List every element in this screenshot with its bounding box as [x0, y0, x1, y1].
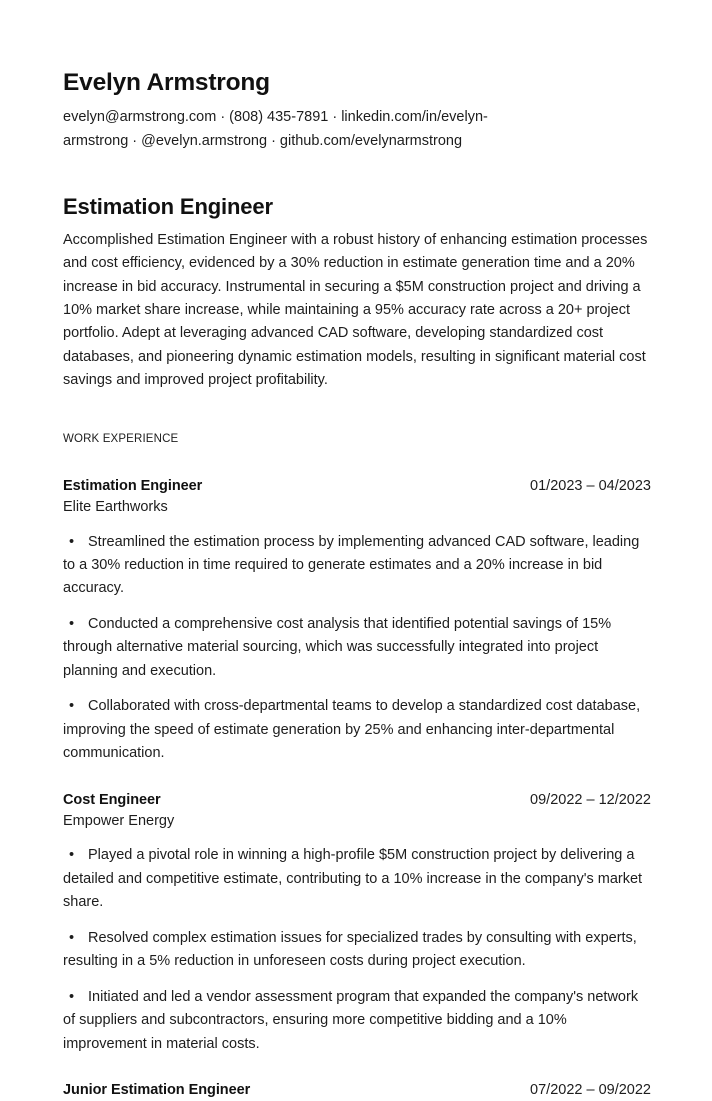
list-item — [63, 844, 651, 914]
profile-headline: Estimation Engineer — [63, 194, 273, 220]
job-bullets — [63, 844, 651, 1056]
contact-item[interactable]: linkedin.com/in/evelyn-armstrong — [63, 109, 488, 149]
job-dates: 09/2022 – 12/2022 — [530, 791, 651, 808]
bullet-marker: • — [69, 847, 75, 864]
job-entry — [63, 445, 651, 766]
profile-summary: Accomplished Estimation Engineer with a robust history of enhancing estimation processes and cost efficiency, evidenced by a 30% reduction in estimate generation time and a 20% increase in bid accuracy. Instrumental in securing a $5M construction project and driving a 10% market share increase, while maintaining a 95% accuracy rate across a 20+ project portfolio. Adept at leveraging advanced CAD software, developing standardized cost databases, and pioneering dynamic estimation models, resulting in significant material cost savings and improved project profitability. — [63, 231, 648, 389]
bullet-marker: • — [69, 988, 75, 1005]
bullet-marker: • — [69, 698, 75, 715]
bullet-text: Conducted a comprehensive cost analysis that identified potential savings of 15% through alternative material sourcing, which was successfully integrated into project planning and execution. — [63, 615, 612, 679]
job-title: Estimation Engineer — [63, 477, 203, 494]
contact-separator: · — [132, 132, 138, 149]
candidate-name: Evelyn Armstrong — [63, 69, 270, 96]
bullet-marker: • — [69, 615, 75, 632]
bullet-text: Streamlined the estimation process by implementing advanced CAD software, leading to a 30% reduction in time required to generate estimates and a 20% increase in bid accuracy. — [63, 533, 640, 597]
job-header — [63, 477, 651, 497]
contact-separator: · — [271, 132, 276, 149]
contact-item[interactable]: @evelyn.armstrong — [141, 132, 268, 149]
job-dates: 01/2023 – 04/2023 — [530, 477, 651, 494]
contact-item[interactable]: (808) 435-7891 — [229, 109, 329, 126]
contact-separator: · — [220, 109, 226, 126]
job-dates: 07/2022 – 09/2022 — [530, 1082, 651, 1099]
contact-separator: · — [332, 109, 338, 126]
job-bullets — [63, 531, 651, 766]
job-company: Elite Earthworks — [63, 499, 168, 516]
job-title: Cost Engineer — [63, 791, 161, 808]
job-entry — [63, 1056, 651, 1101]
contact-item[interactable]: evelyn@armstrong.com — [63, 109, 217, 126]
bullet-text: Played a pivotal role in winning a high-profile $5M construction project by delivering a detailed and competitive estimate, contributing to a 10% increase in the company's market share. — [63, 847, 643, 911]
job-company: Empower Energy — [63, 813, 175, 830]
work-experience-list — [63, 445, 651, 1101]
job-header — [63, 791, 651, 811]
job-header — [63, 1081, 651, 1101]
bullet-text: Collaborated with cross-departmental teams to develop a standardized cost database, improving the speed of estimate generation by 25% and enhancing inter-departmental communication. — [63, 698, 641, 762]
contact-item[interactable]: github.com/evelynarmstrong — [279, 132, 463, 149]
list-item — [63, 927, 651, 974]
list-item — [63, 531, 651, 601]
job-entry — [63, 766, 651, 1056]
list-item — [63, 695, 651, 765]
bullet-marker: • — [69, 533, 75, 550]
job-title: Junior Estimation Engineer — [63, 1082, 251, 1099]
bullet-text: Initiated and led a vendor assessment program that expanded the company's network of suppliers and subcontractors, ensuring more competitive bidding and a 10% improvement in material costs. — [63, 988, 639, 1052]
resume-content — [63, 0, 651, 1101]
list-item — [63, 613, 651, 683]
contact-line — [63, 106, 649, 153]
bullet-marker: • — [69, 929, 75, 946]
bullet-text: Resolved complex estimation issues for specialized trades by consulting with experts, resulting in a 5% reduction in unforeseen costs during project execution. — [63, 929, 637, 970]
list-item — [63, 986, 651, 1056]
section-title-work-experience: WORK EXPERIENCE — [63, 432, 179, 445]
